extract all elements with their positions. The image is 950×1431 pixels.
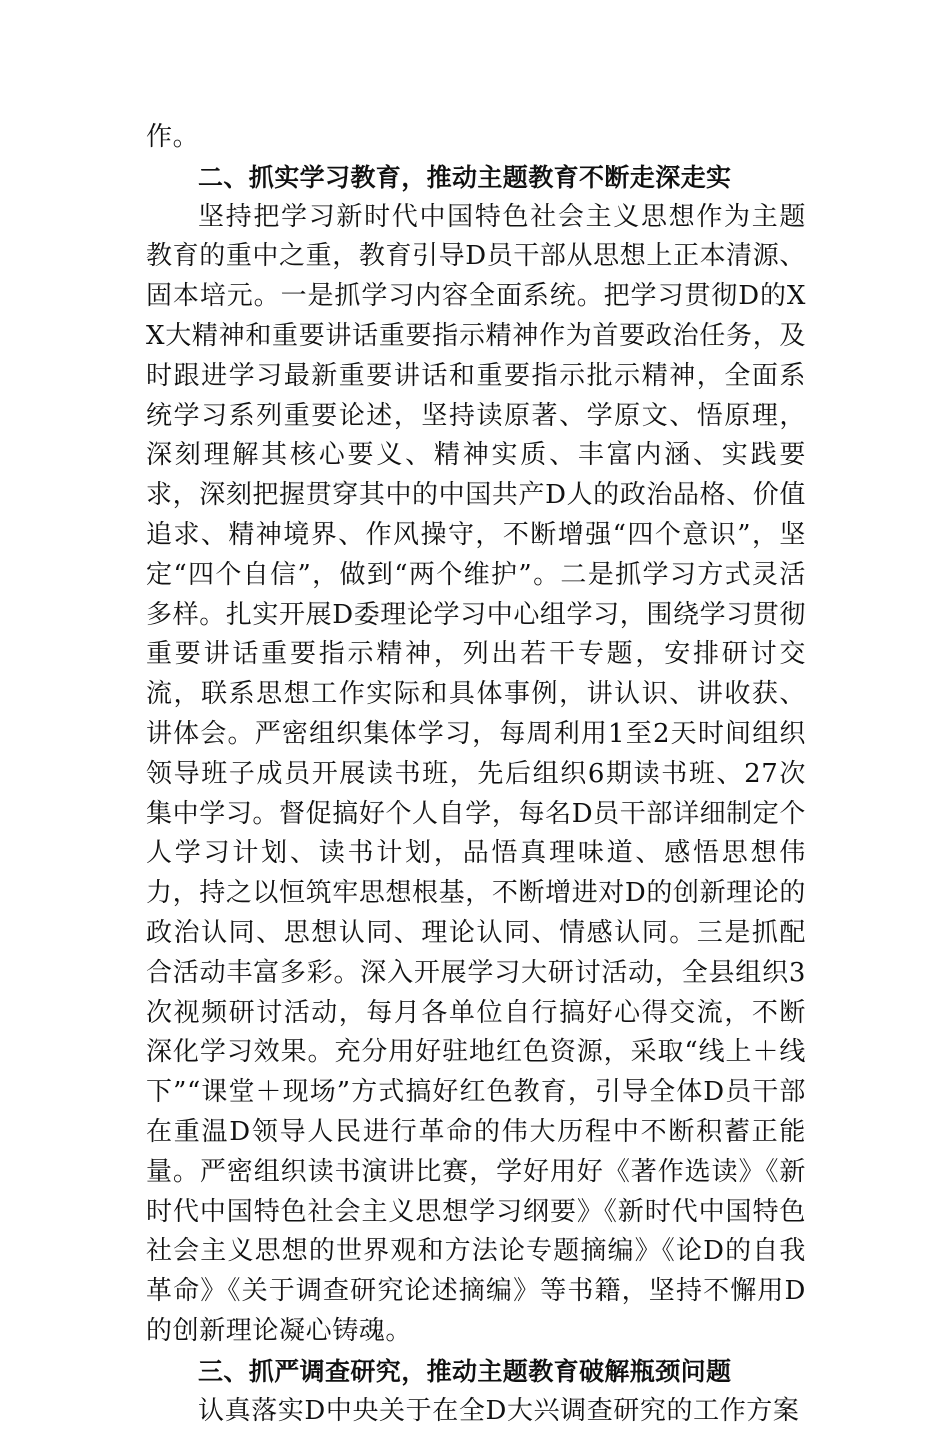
section-heading-2: 二、抓实学习教育，推动主题教育不断走深走实 [146,158,806,198]
continuation-text: 作。 [146,118,806,158]
section-body-2: 坚持把学习新时代中国特色社会主义思想作为主题教育的重中之重，教育引导D员干部从思想上正本清源、固本培元。一是抓学习内容全面系统。把学习贯彻D的XX大精神和重要讲话重要指示精神作为首要政治任务，及时跟进学习最新重要讲话和重要指示批示精神，全面系统学习系列重要论述，坚持读原著、学原文、悟原理，深刻理解其核心要义、精神实质、丰富内涵、实践要求，深刻把握贯穿其中的中国共产D人的政治品格、价值追求、精神境界、作风操守，不断增强“四个意识”，坚定“四个自信”，做到“两个维护”。二是抓学习方式灵活多样。扎实开展D委理论学习中心组学习，围绕学习贯彻重要讲话重要指示精神，列出若干专题，安排研讨交流，联系思想工作实际和具体事例，讲认识、讲收获、讲体会。严密组织集体学习，每周利用1至2天时间组织领导班子成员开展读书班，先后组织6期读书班、27次集中学习。督促搞好个人自学，每名D员干部详细制定个人学习计划、读书计划，品悟真理味道、感悟思想伟力，持之以恒筑牢思想根基，不断增进对D的创新理论的政治认同、思想认同、理论认同、情感认同。三是抓配合活动丰富多彩。深入开展学习大研讨活动，全县组织3次视频研讨活动，每月各单位自行搞好心得交流，不断深化学习效果。充分用好驻地红色资源，采取“线上＋线下”“课堂＋现场”方式搞好红色教育，引导全体D员干部在重温D领导人民进行革命的伟大历程中不断积蓄正能量。严密组织读书演讲比赛，学好用好《著作选读》《新时代中国特色社会主义思想学习纲要》《新时代中国特色社会主义思想的世界观和方法论专题摘编》《论D的自我革命》《关于调查研究论述摘编》等书籍，坚持不懈用D的创新理论凝心铸魂。 [146,198,806,1352]
section-body-3: 认真落实D中央关于在全D大兴调查研究的工作方案 [146,1392,806,1431]
document-page [146,118,806,1431]
section-heading-3: 三、抓严调查研究，推动主题教育破解瓶颈问题 [146,1352,806,1392]
